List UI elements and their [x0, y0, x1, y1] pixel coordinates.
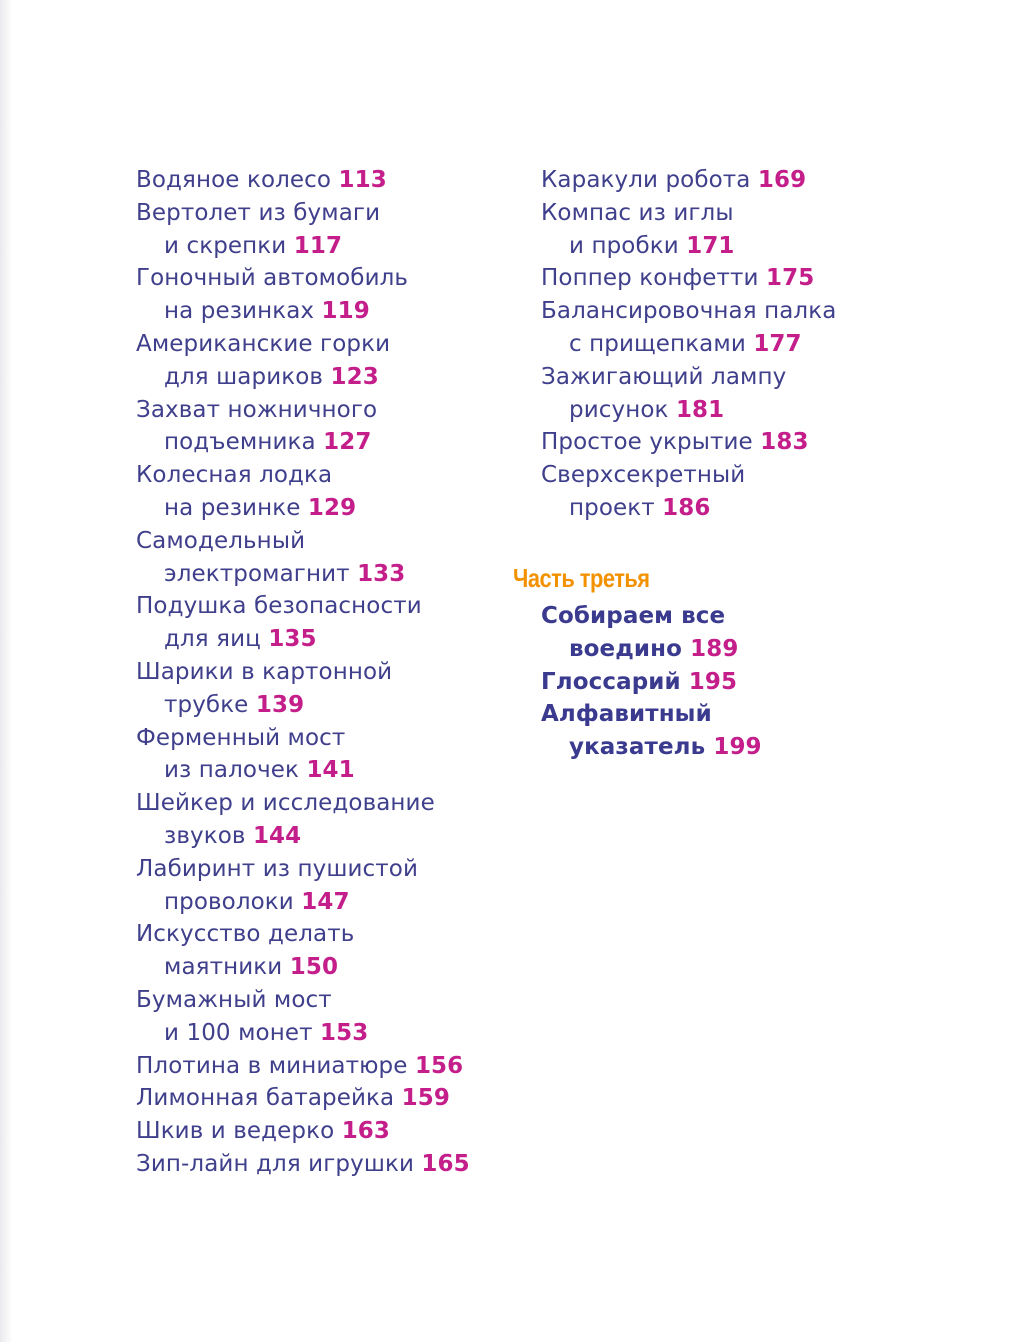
toc-entry-line — [136, 262, 470, 295]
toc-entry — [541, 197, 836, 263]
toc-page-number: 153 — [320, 1019, 369, 1046]
toc-entry-line-continued — [541, 633, 762, 666]
toc-entry-line — [136, 459, 470, 492]
toc-entry — [136, 787, 470, 853]
toc-entry-title: Ферменный мост — [136, 724, 346, 751]
toc-entry-title: на резинках — [164, 298, 315, 325]
toc-entry-title: Водяное колесо — [136, 167, 332, 193]
toc-entry-title: Захват ножничного — [136, 396, 378, 423]
part-three-heading: Часть третья — [513, 563, 650, 593]
toc-entry-line — [541, 600, 762, 633]
toc-entry-title: Компас из иглы — [541, 199, 734, 226]
toc-entry-title: из палочек — [164, 757, 300, 784]
toc-entry-line-continued — [136, 951, 470, 984]
toc-page-number: 175 — [766, 265, 815, 292]
toc-entry-title: и 100 монет — [164, 1019, 313, 1046]
toc-entry-title: звуков — [164, 822, 246, 849]
toc-entry-title: проект — [569, 494, 655, 521]
toc-entry-line — [541, 361, 836, 394]
toc-entry — [136, 1050, 470, 1083]
toc-entry-title: маятники — [164, 954, 283, 981]
part-three-list — [541, 600, 762, 764]
toc-entry — [541, 164, 836, 197]
toc-page-number: 186 — [662, 494, 711, 521]
toc-entry-line — [541, 698, 762, 731]
toc-page-number: 177 — [753, 330, 802, 357]
toc-entry-title: Шкив и ведерко — [136, 1118, 335, 1145]
toc-entry-line — [136, 394, 470, 427]
toc-page-number: 135 — [268, 626, 317, 653]
toc-page-number: 183 — [760, 429, 809, 456]
toc-entry-line-continued — [541, 328, 836, 361]
toc-entry-line — [136, 525, 470, 558]
toc-entry-title: Каракули робота — [541, 167, 751, 193]
toc-page-number: 127 — [323, 429, 372, 456]
toc-page-number: 169 — [757, 167, 807, 193]
toc-page-number: 156 — [414, 1052, 464, 1079]
toc-entry — [541, 295, 836, 361]
toc-page-number: 189 — [690, 635, 739, 662]
toc-entry-line-continued — [541, 492, 836, 525]
toc-entry-title: Гоночный автомобиль — [136, 265, 409, 292]
toc-right-column — [541, 164, 836, 525]
toc-entry-line — [136, 918, 470, 951]
toc-entry-title: Зип-лайн для игрушки — [136, 1150, 414, 1177]
toc-entry-title: подъемника — [164, 429, 316, 456]
toc-entry-title: рисунок — [569, 396, 669, 423]
toc-entry — [136, 590, 470, 656]
toc-entry-line-continued — [541, 731, 762, 764]
toc-page-number: 113 — [338, 167, 387, 193]
toc-entry-line — [136, 328, 470, 361]
toc-entry-title: Лимонная батарейка — [136, 1085, 395, 1112]
toc-entry-title: Колесная лодка — [136, 462, 333, 489]
toc-page-number: 181 — [675, 396, 725, 423]
toc-entry-line — [541, 262, 836, 295]
toc-entry-line — [136, 1082, 470, 1115]
toc-entry-title: Вертолет из бумаги — [136, 199, 381, 226]
toc-entry-title: Зажигающий лампу — [541, 363, 787, 390]
toc-entry — [541, 361, 836, 427]
toc-page-number: 165 — [421, 1150, 470, 1177]
toc-entry-line — [136, 1050, 470, 1083]
toc-page-number: 199 — [713, 734, 762, 761]
toc-entry-title: Лабиринт из пушистой — [136, 855, 419, 882]
toc-entry-line — [136, 656, 470, 689]
toc-entry-title: трубке — [164, 691, 249, 718]
toc-entry-line-continued — [541, 394, 836, 427]
toc-entry-line — [136, 1148, 470, 1181]
toc-entry — [136, 853, 470, 919]
toc-entry — [136, 984, 470, 1050]
toc-entry-line-continued — [541, 230, 836, 263]
toc-entry — [136, 525, 470, 591]
toc-entry-title: Шарики в картонной — [136, 658, 393, 685]
toc-entry-title: Сверхсекретный — [541, 462, 746, 489]
toc-entry — [136, 459, 470, 525]
toc-entry-title: Плотина в миниатюре — [136, 1052, 408, 1079]
toc-entry-title: Глоссарий — [541, 668, 681, 695]
toc-page-number: 129 — [307, 494, 357, 521]
toc-entry — [136, 1082, 470, 1115]
toc-entry-line — [541, 459, 836, 492]
toc-entry-line-continued — [136, 426, 470, 459]
toc-page-number: 117 — [293, 232, 343, 259]
toc-entry-line — [136, 853, 470, 886]
toc-page-number: 159 — [401, 1085, 450, 1112]
toc-entry-title: для яиц — [164, 626, 261, 653]
toc-entry-line-continued — [136, 689, 470, 722]
toc-page-number: 147 — [301, 888, 350, 915]
toc-entry — [136, 328, 470, 394]
toc-entry-title: Бумажный мост — [136, 986, 332, 1013]
toc-entry-title: Подушка безопасности — [136, 593, 422, 620]
toc-page-number: 141 — [306, 757, 355, 784]
toc-entry-line — [541, 295, 836, 328]
toc-page-number: 119 — [321, 298, 370, 325]
toc-entry — [541, 666, 762, 699]
toc-entry-title: Поппер конфетти — [541, 265, 759, 292]
toc-entry-line-continued — [136, 1017, 470, 1050]
toc-entry-line-continued — [136, 754, 470, 787]
toc-entry-line-continued — [136, 361, 470, 394]
toc-entry — [136, 656, 470, 722]
toc-entry-title: Искусство делать — [136, 921, 355, 948]
toc-entry — [136, 918, 470, 984]
toc-entry-line-continued — [136, 230, 470, 263]
toc-entry-title: и скрепки — [164, 232, 287, 259]
toc-page-number: 150 — [289, 954, 339, 981]
toc-entry — [541, 698, 762, 764]
toc-entry — [136, 262, 470, 328]
toc-entry — [136, 722, 470, 788]
toc-entry-line-continued — [136, 295, 470, 328]
toc-entry-line — [136, 590, 470, 623]
toc-entry-line-continued — [136, 558, 470, 591]
toc-entry-line-continued — [136, 886, 470, 919]
toc-entry-line — [541, 164, 836, 197]
toc-entry — [541, 600, 762, 666]
toc-entry-title: указатель — [569, 734, 706, 761]
toc-page-number: 139 — [255, 691, 305, 718]
toc-entry — [136, 394, 470, 460]
toc-entry-line — [541, 666, 762, 699]
toc-entry-line — [136, 1115, 470, 1148]
toc-entry-title: Алфавитный — [541, 701, 712, 728]
toc-entry — [541, 426, 836, 459]
page-edge-shadow — [0, 0, 12, 1342]
toc-entry-title: воедино — [569, 635, 683, 662]
toc-entry-title: Простое укрытие — [541, 429, 753, 456]
toc-entry — [541, 262, 836, 295]
toc-entry-line — [136, 164, 470, 197]
toc-entry-title: Шейкер и исследование — [136, 790, 435, 817]
toc-page-number: 133 — [357, 560, 406, 587]
toc-entry-title: для шариков — [164, 363, 324, 390]
toc-entry — [136, 197, 470, 263]
toc-entry-line-continued — [136, 623, 470, 656]
toc-entry-title: Самодельный — [136, 527, 306, 554]
toc-entry-title: и пробки — [569, 232, 679, 259]
toc-entry-title: на резинке — [164, 494, 301, 521]
toc-entry-title: с прищепками — [569, 330, 746, 357]
toc-page-number: 144 — [252, 822, 302, 849]
toc-entry — [136, 1115, 470, 1148]
toc-entry-line — [541, 197, 836, 230]
toc-entry-title: Американские горки — [136, 330, 391, 357]
toc-left-column — [136, 164, 470, 1181]
toc-entry — [136, 1148, 470, 1181]
toc-entry — [136, 164, 470, 197]
toc-page-number: 163 — [341, 1118, 391, 1145]
toc-entry-title: электромагнит — [164, 560, 350, 587]
toc-entry-line — [541, 426, 836, 459]
toc-entry — [541, 459, 836, 525]
toc-entry-title: Собираем все — [541, 603, 726, 629]
toc-entry-title: Балансировочная палка — [541, 298, 837, 325]
toc-entry-line-continued — [136, 820, 470, 853]
toc-entry-line — [136, 722, 470, 755]
toc-page-number: 123 — [330, 363, 379, 390]
toc-entry-line — [136, 984, 470, 1017]
toc-entry-line-continued — [136, 492, 470, 525]
toc-entry-title: проволоки — [164, 888, 294, 915]
toc-entry-line — [136, 197, 470, 230]
toc-page-number: 171 — [686, 232, 735, 259]
toc-page-number: 195 — [688, 668, 738, 695]
toc-entry-line — [136, 787, 470, 820]
